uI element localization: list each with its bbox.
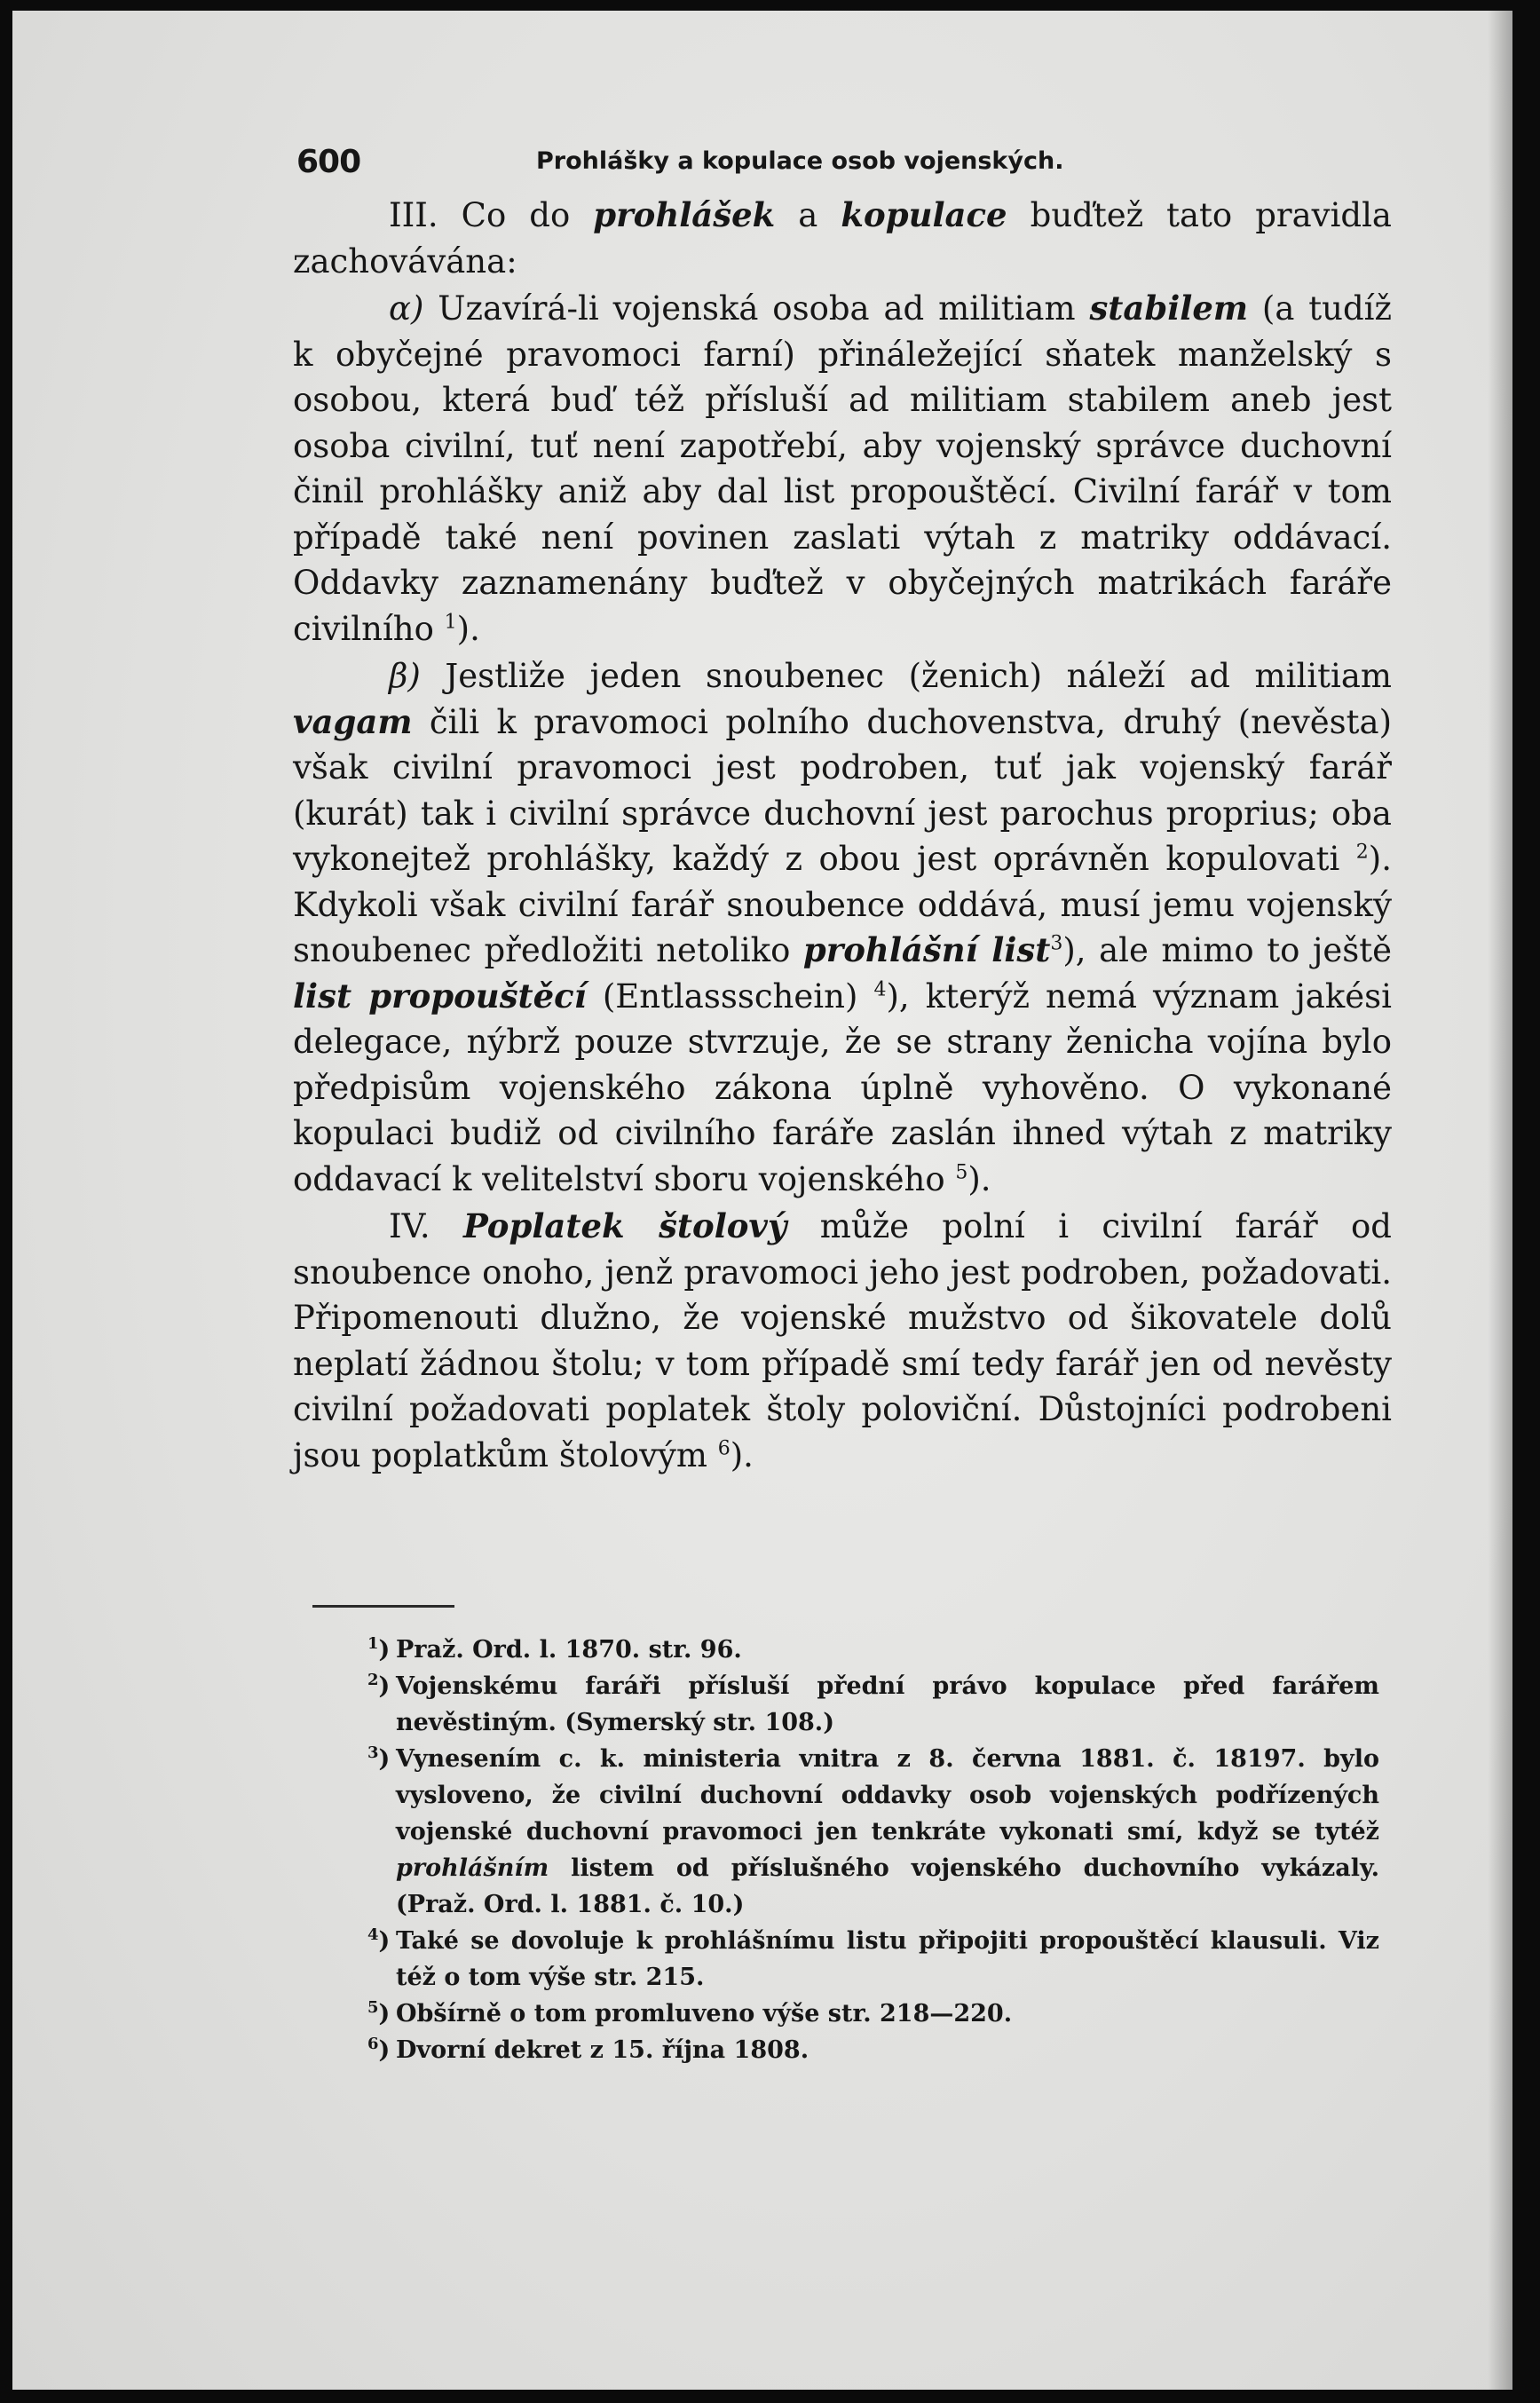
text-run: buďtež tato pravidla zachovávána: (293, 196, 1392, 281)
italic-term: Poplatek štolový (462, 1206, 787, 1245)
footnote-mark: $^2$) (367, 1671, 391, 1700)
text-run: a (775, 196, 841, 234)
book-page (12, 11, 1512, 2390)
text-run: ), kterýž nemá význam jakési delegace, nýbrž pouze stvrzuje, že se strany ženicha vojína bylo předpisům vojenského zákona úplně vyhověno. O vykonané kopulaci budiž od civilního faráře zaslán ihned výtah z matriky oddavací k velitelství sboru vojenského (293, 976, 1392, 1198)
footnote-text: Vojenskému faráři přísluší přední právo kopulace před farářem nevěstiným. (Symerský str. 108.) (396, 1672, 1379, 1736)
item-label: β) (389, 657, 421, 695)
text-run: ). Kdykoli však civilní farář snoubence oddává, musí jemu vojenský snoubenec předložiti netoliko (293, 840, 1392, 969)
footnote-1 (367, 1632, 1379, 1668)
text-run: čili k pravomoci polního duchovenstva, druhý (nevěsta) však civilní pravomoci jest podroben, tuť jak vojenský farář (kurát) tak i civilní správce duchovní jest parochus proprius; oba vykonejtež prohlášky, každý z obou jest oprávněn kopulovati (293, 702, 1392, 878)
footnote-text: Vynesením c. k. ministeria vnitra z 8. června 1881. č. 18197. bylo vysloveno, že civilní duchovní oddavky osob vojenských podřízených vojenské duchovní pravomoci jen tenkráte vykonati smí, když se tytéž (396, 1745, 1379, 1846)
text-run: III. Co do (389, 196, 594, 234)
footnote-text: Praž. Ord. l. 1870. str. 96. (396, 1636, 742, 1664)
footnote-ref[interactable]: 6 (717, 1437, 731, 1460)
italic-term: prohlášním (396, 1854, 549, 1882)
footnote-mark: $^1$) (367, 1634, 391, 1664)
italic-term: prohlášek (593, 195, 776, 234)
text-run: ), ale mimo to ještě (1062, 931, 1393, 969)
text-run: ). (730, 1435, 754, 1474)
text-run: (a tudíž k obyčejné pravomoci farní) přináležející sňatek manželský s osobou, která buď též přísluší ad militiam stabilem aneb jest osoba civilní, tuť není zapotřebí, aby vojenský správce duchovní činil prohlášky aniž aby dal list propouštěcí. Civilní farář v tom případě také není povinen zaslati výtah z matriky oddávací. Oddavky zaznamenány buďtež v obyčejných matrikách faráře civilního (293, 289, 1392, 648)
text-run: IV. (389, 1207, 463, 1245)
footnote-2 (367, 1668, 1379, 1741)
page-number: 600 (296, 144, 361, 180)
footnote-ref[interactable]: 1 (444, 611, 457, 634)
italic-term: list propouštěcí (293, 976, 587, 1016)
footnote-ref[interactable]: 3 (1050, 932, 1063, 955)
page-edge-shadow (1488, 11, 1512, 2390)
paragraph-beta (293, 653, 1392, 1202)
item-label: α) (389, 289, 424, 328)
footnote-mark: $^6$) (367, 2035, 391, 2064)
paragraph-iii (293, 193, 1392, 284)
footnotes (367, 1632, 1379, 2068)
italic-term: stabilem (1089, 289, 1249, 328)
text-run: Jestliže jeden snoubenec (ženich) náleží ad militiam (420, 657, 1392, 695)
body-text (293, 193, 1392, 1478)
italic-term: prohlášní list (802, 930, 1051, 969)
text-run: Uzavírá-li vojenská osoba ad militiam (423, 289, 1090, 328)
footnote-mark: $^4$) (367, 1925, 391, 1955)
footnote-text: Dvorní dekret z 15. října 1808. (396, 2036, 809, 2064)
footnote-ref[interactable]: 2 (1355, 841, 1369, 864)
footnote-mark: $^5$) (367, 1998, 391, 2028)
text-run: ). (967, 1159, 991, 1198)
text-run: může polní i civilní farář od snoubence onoho, jenž pravomoci jeho jest podroben, požadovati. Připomenouti dlužno, že vojenské mužstvo od šikovatele dolů neplatí žádnou štolu; v tom případě smí tedy farář jen od nevěsty civilní požadovati poplatek štoly poloviční. Důstojníci podrobeni jsou poplatkům štolovým (293, 1207, 1392, 1474)
page-header (296, 144, 1388, 188)
running-title: Prohlášky a kopulace osob vojenských. (536, 147, 1064, 175)
footnote-4 (367, 1923, 1379, 1996)
text-run: ). (456, 609, 480, 648)
footnote-ref[interactable]: 5 (955, 1161, 968, 1184)
footnote-text: listem od příslušného vojenského duchovního vykázaly. (Praž. Ord. l. 1881. č. 10.) (396, 1854, 1379, 1918)
italic-term: vagam (293, 701, 413, 741)
text-run: (Entlassschein) (586, 976, 874, 1016)
footnote-6 (367, 2032, 1379, 2068)
paragraph-alpha (293, 286, 1392, 652)
footnote-ref[interactable]: 4 (873, 978, 887, 1001)
footnote-3 (367, 1741, 1379, 1923)
footnote-divider (312, 1605, 454, 1608)
footnote-text: Také se dovoluje k prohlášnímu listu připojiti propouštěcí klausuli. Viz též o tom výše str. 215. (396, 1927, 1379, 1991)
italic-term: kopulace (841, 195, 1007, 234)
footnote-text: Obšírně o tom promluveno výše str. 218—220. (396, 2000, 1013, 2028)
footnote-mark: $^3$) (367, 1743, 391, 1773)
footnote-5 (367, 1996, 1379, 2032)
paragraph-iv (293, 1204, 1392, 1478)
